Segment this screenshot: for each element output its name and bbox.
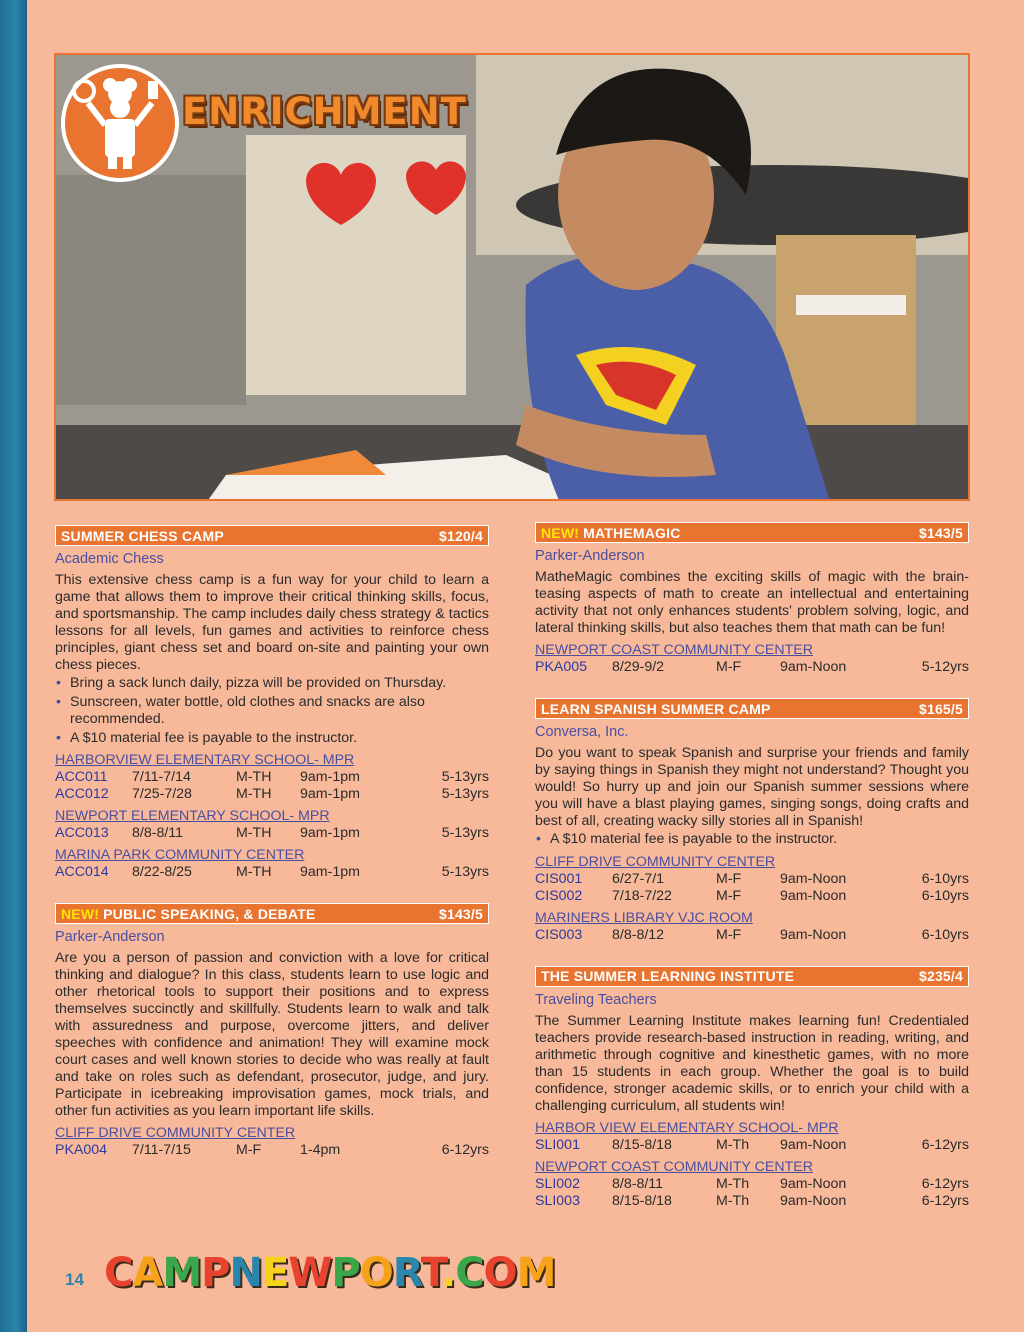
- session-time: 1-4pm: [300, 1142, 341, 1158]
- program-block: [535, 522, 969, 676]
- session-code[interactable]: CIS003: [535, 926, 583, 943]
- session-dates: 7/25-7/28: [132, 786, 192, 802]
- session-dates: 7/11-7/15: [132, 1142, 191, 1158]
- session-row: [55, 769, 489, 786]
- session-row: [55, 825, 489, 842]
- section-gap: [535, 676, 969, 698]
- program-description: Do you want to speak Spanish and surprise your friends and family by saying things in Spanish they might not understand? Thought you would! So hurry up and join our Spanish summer sessions where you will have a blast playing games, singing songs, doing crafts and best of all, creating wacky silly stories all in Spanish!: [535, 745, 969, 829]
- program-title-wrap: [541, 701, 771, 717]
- program-provider: Conversa, Inc.: [535, 724, 629, 740]
- site-letter: O: [483, 1250, 517, 1296]
- program-description: Are you a person of passion and conviction with a love for critical thinking and dialogue? In this class, students learn to use logic and other rhetorical tools to support their positions and to express themselves succinctly and skillfully. Students learn to walk and talk with assuredness and purpose, overcome jitters, and deliver speeches with confidence and animation! They will examine mock court cases and well known stories to decide who was really at fault and take on roles such as defendant, prosecutor, judge, and jury. Participate in icebreaking improvisation games, mock trials, and other fun activities as you learn important life skills.: [55, 950, 489, 1119]
- session-age: 6-12yrs: [441, 1142, 489, 1158]
- session-dates: 6/27-7/1: [612, 870, 665, 887]
- session-age: 6-12yrs: [921, 1175, 969, 1192]
- site-letter: .: [440, 1250, 456, 1296]
- session-time: 9am-Noon: [780, 870, 847, 887]
- location-link[interactable]: CLIFF DRIVE COMMUNITY CENTER: [535, 853, 776, 870]
- session-dates: 8/15-8/18: [612, 1136, 672, 1153]
- program-block: [55, 525, 489, 881]
- session-code[interactable]: SLI002: [535, 1175, 580, 1192]
- session-days: M-Th: [716, 1175, 750, 1192]
- session-time: 9am-1pm: [300, 825, 360, 841]
- site-letter: P: [331, 1250, 360, 1296]
- session-days: M-TH: [236, 769, 272, 785]
- site-letter: P: [201, 1250, 230, 1296]
- note-item: • A $10 material fee is payable to the instructor.: [535, 831, 969, 849]
- session-code[interactable]: PKA004: [55, 1142, 108, 1158]
- location-link[interactable]: NEWPORT COAST COMMUNITY CENTER: [535, 642, 813, 658]
- page-number: 14: [65, 1270, 84, 1289]
- program-header: [55, 903, 489, 924]
- session-age: 6-10yrs: [921, 870, 969, 887]
- session-time: 9am-Noon: [780, 1175, 847, 1192]
- session-days: M-F: [716, 887, 742, 904]
- session-time: 9am-Noon: [780, 659, 847, 675]
- left-column: [55, 525, 489, 1159]
- site-letter: T: [420, 1250, 441, 1296]
- program-header: [535, 966, 969, 987]
- location-link[interactable]: NEWPORT ELEMENTARY SCHOOL- MPR: [55, 808, 330, 824]
- program-provider: Academic Chess: [55, 551, 164, 567]
- program-description: The Summer Learning Institute makes learning fun! Credentialed teachers provide research-based instruction in reading, writing, and arithmetic through cognitive and kinesthetic games, with no more than 15 students in each group. Whether the goal is to build confidence, stronger academic skills, or to enrich your child with a challenging curriculum, all students win!: [535, 1012, 969, 1114]
- program-block: [55, 903, 489, 1159]
- session-age: 5-13yrs: [441, 825, 489, 841]
- program-title: THE SUMMER LEARNING INSTITUTE: [541, 968, 795, 984]
- site-letter: W: [288, 1250, 332, 1296]
- session-code[interactable]: PKA005: [535, 659, 588, 675]
- session-dates: 8/8-8/11: [132, 825, 184, 841]
- program-price: $165/5: [918, 700, 963, 717]
- location-link[interactable]: MARINERS LIBRARY VJC ROOM: [535, 909, 753, 926]
- session-row: [535, 871, 969, 888]
- session-days: M-F: [716, 659, 742, 675]
- session-time: 9am-Noon: [780, 887, 847, 904]
- site-letter: M: [516, 1250, 556, 1296]
- session-days: M-TH: [236, 786, 272, 802]
- program-title: PUBLIC SPEAKING, & DEBATE: [103, 905, 316, 922]
- session-time: 9am-1pm: [300, 786, 360, 802]
- program-title-wrap: [541, 968, 794, 984]
- site-letter: C: [455, 1250, 484, 1296]
- session-code[interactable]: ACC013: [55, 825, 109, 841]
- site-letter: N: [229, 1250, 262, 1296]
- session-code[interactable]: SLI001: [535, 1136, 580, 1153]
- program-price: $143/5: [918, 524, 963, 541]
- program-header: [55, 525, 489, 546]
- note-item: • Bring a sack lunch daily, pizza will be provided on Thursday.: [55, 675, 489, 693]
- session-age: 5-13yrs: [441, 786, 489, 802]
- site-letter: C: [104, 1250, 133, 1296]
- session-time: 9am-Noon: [780, 926, 847, 943]
- note-item: • A $10 material fee is payable to the instructor.: [55, 730, 489, 748]
- program-notes: [55, 675, 489, 747]
- session-age: 5-12yrs: [921, 659, 969, 675]
- location-link[interactable]: CLIFF DRIVE COMMUNITY CENTER: [55, 1125, 296, 1141]
- session-days: M-TH: [236, 864, 272, 880]
- site-letter: R: [392, 1250, 421, 1296]
- program-block: [535, 698, 969, 944]
- session-dates: 8/29-9/2: [612, 659, 665, 675]
- new-badge: NEW!: [541, 524, 580, 541]
- section-gap: [55, 881, 489, 903]
- session-row: [55, 864, 489, 881]
- session-days: M-Th: [716, 1192, 750, 1209]
- session-age: 6-10yrs: [921, 926, 969, 943]
- session-code[interactable]: ACC011: [55, 769, 108, 785]
- session-age: 6-10yrs: [921, 887, 969, 904]
- session-dates: 7/18-7/22: [612, 887, 672, 904]
- session-code[interactable]: ACC012: [55, 786, 109, 802]
- session-code[interactable]: ACC014: [55, 864, 109, 880]
- program-price: $120/4: [438, 527, 483, 544]
- session-row: [535, 888, 969, 905]
- program-header: [535, 698, 969, 719]
- program-header: [535, 522, 969, 543]
- session-dates: 8/8-8/12: [612, 926, 665, 943]
- program-title: MATHEMAGIC: [583, 524, 681, 541]
- session-dates: 7/11-7/14: [132, 769, 191, 785]
- session-code[interactable]: SLI003: [535, 1192, 580, 1209]
- session-age: 6-12yrs: [921, 1136, 969, 1153]
- session-age: 5-13yrs: [441, 864, 489, 880]
- section-title: ENRICHMENT: [182, 90, 467, 133]
- note-item: • Sunscreen, water bottle, old clothes and snacks are also recommended.: [55, 694, 489, 729]
- session-time: 9am-Noon: [780, 1136, 847, 1153]
- site-letter: E: [261, 1250, 289, 1296]
- session-time: 9am-Noon: [780, 1192, 847, 1209]
- site-letter: A: [132, 1250, 163, 1296]
- session-dates: 8/8-8/11: [612, 1175, 664, 1192]
- session-days: M-F: [236, 1142, 262, 1158]
- session-dates: 8/15-8/18: [612, 1192, 672, 1209]
- site-letter: M: [162, 1250, 202, 1296]
- right-column: [535, 522, 969, 1210]
- program-description: MatheMagic combines the exciting skills of magic with the brain-teasing aspects of math to create an intellectual and entertaining activity that not only enhances students' problem solving, logic, and lateral thinking skills, but also teaches them that math can be fun!: [535, 569, 969, 636]
- session-row: [55, 1142, 489, 1159]
- location-link[interactable]: MARINA PARK COMMUNITY CENTER: [55, 847, 305, 863]
- chef-logo: [60, 63, 180, 188]
- program-description: This extensive chess camp is a fun way for your child to learn a game that allows them to improve their critical thinking skills, focus, and sportsmanship. The camp includes daily chess strategy & tactics lessons for all levels, fun games and activities to reinforce chess principles, giant chess set and board on-site and painting your own chess pieces.: [55, 572, 489, 673]
- site-letter: O: [359, 1250, 393, 1296]
- session-days: M-F: [716, 926, 742, 943]
- session-row: [535, 1193, 969, 1210]
- program-notes: [535, 831, 969, 849]
- session-row: [535, 659, 969, 676]
- location-link[interactable]: NEWPORT COAST COMMUNITY CENTER: [535, 1158, 813, 1175]
- session-row: [55, 786, 489, 803]
- session-days: M-F: [716, 870, 742, 887]
- program-title: LEARN SPANISH SUMMER CAMP: [541, 700, 771, 717]
- side-stripe: [0, 0, 27, 1332]
- program-price: $143/5: [438, 905, 483, 922]
- session-days: M-Th: [716, 1136, 750, 1153]
- program-title-wrap: [541, 525, 681, 541]
- site-logo: [104, 1250, 555, 1296]
- program-title-wrap: [61, 528, 224, 544]
- program-provider: Parker-Anderson: [535, 548, 645, 564]
- session-time: 9am-1pm: [300, 769, 360, 785]
- section-gap: [535, 944, 969, 966]
- session-code[interactable]: CIS001: [535, 870, 583, 887]
- session-age: 5-13yrs: [441, 769, 489, 785]
- session-row: [535, 927, 969, 944]
- program-title: SUMMER CHESS CAMP: [61, 527, 224, 544]
- program-price: $235/4: [918, 968, 963, 984]
- session-row: [535, 1137, 969, 1154]
- program-block: [535, 966, 969, 1210]
- session-code[interactable]: CIS002: [535, 887, 583, 904]
- session-dates: 8/22-8/25: [132, 864, 192, 880]
- program-provider: Parker-Anderson: [55, 929, 165, 945]
- program-title-wrap: [61, 906, 316, 922]
- session-age: 6-12yrs: [921, 1192, 969, 1209]
- session-row: [535, 1176, 969, 1193]
- program-provider: Traveling Teachers: [535, 991, 657, 1008]
- session-days: M-TH: [236, 825, 272, 841]
- session-time: 9am-1pm: [300, 864, 360, 880]
- location-link[interactable]: HARBOR VIEW ELEMENTARY SCHOOL- MPR: [535, 1119, 839, 1136]
- new-badge: NEW!: [61, 905, 100, 922]
- location-link[interactable]: HARBORVIEW ELEMENTARY SCHOOL- MPR: [55, 752, 355, 768]
